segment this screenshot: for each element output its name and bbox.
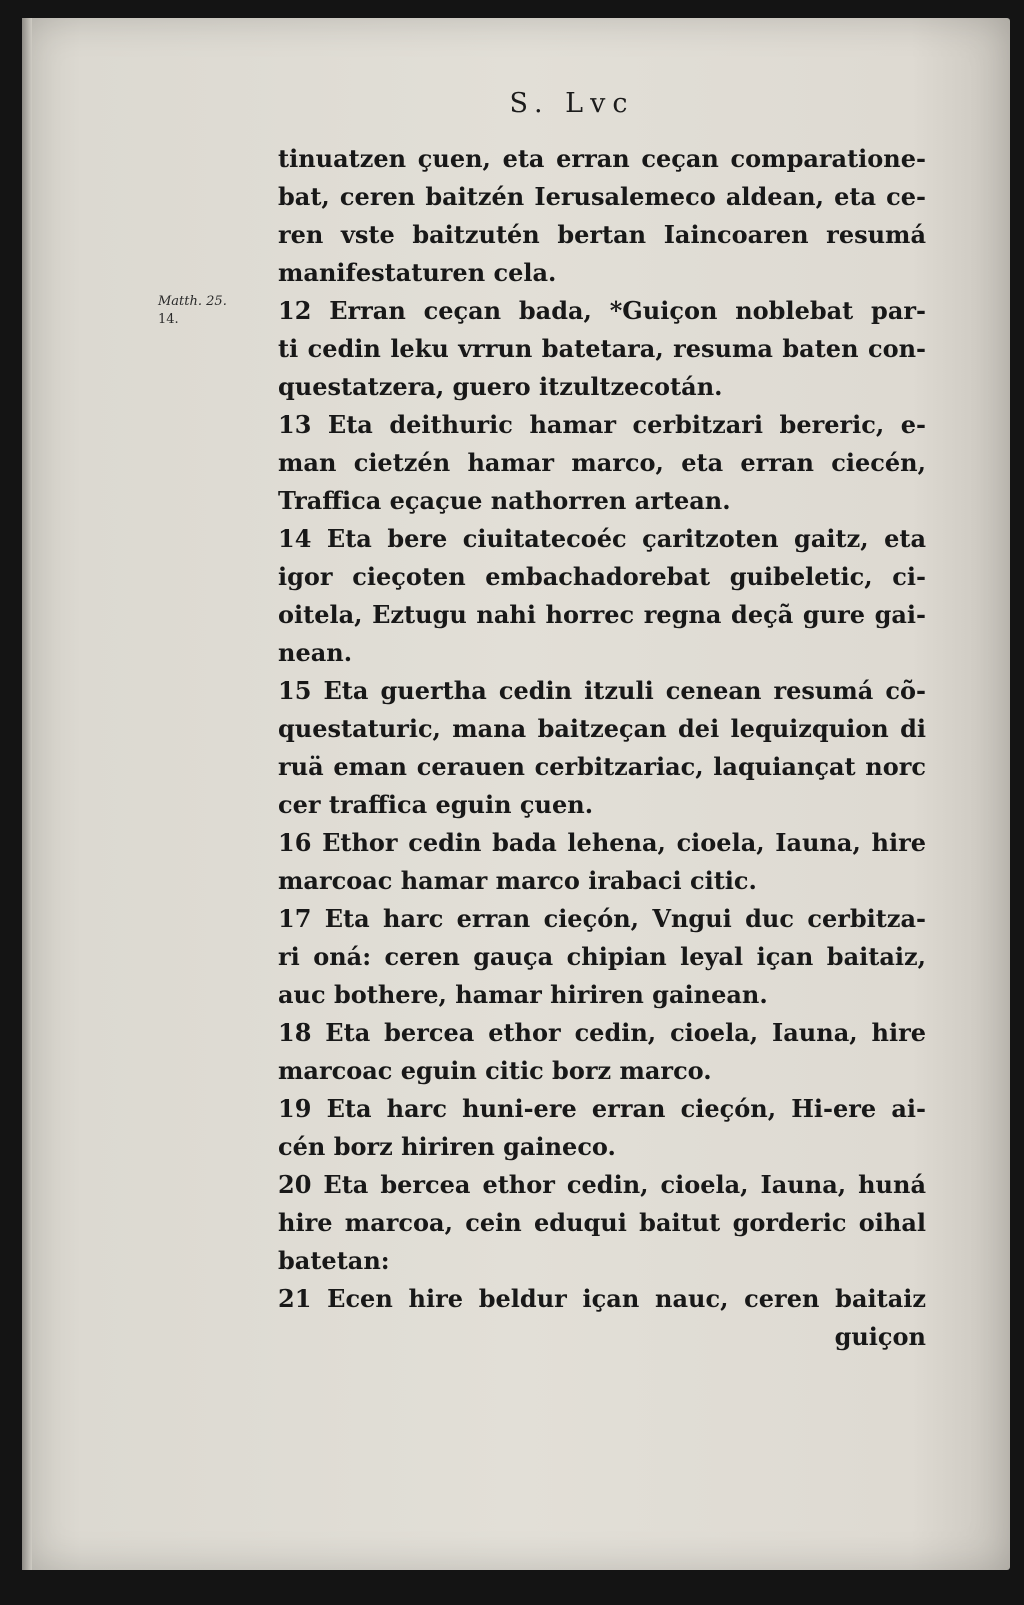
- margin-ref: Matth. 25.: [158, 294, 227, 309]
- text-line: questatzera, guero itzultzecotán.: [278, 372, 723, 401]
- text-line: igor cieçoten embachadorebat guibeletic, ci-: [278, 562, 926, 591]
- catchword: guiçon: [834, 1322, 926, 1351]
- running-header: S. Lvc: [509, 88, 635, 119]
- text-line: cén borz hiriren gaineco.: [278, 1132, 616, 1161]
- text-line: marcoac hamar marco irabaci citic.: [278, 866, 757, 895]
- text-line: tinuatzen çuen, eta erran ceçan comparatione-: [278, 144, 926, 173]
- text-line: 19 Eta harc huni-ere erran cieçón, Hi-ere ai-: [278, 1094, 926, 1123]
- text-line: manifestaturen cela.: [278, 258, 557, 287]
- text-line: bat, ceren baitzén Ierusalemeco aldean, eta ce-: [278, 182, 926, 211]
- text-line: Traffica eçaçue nathorren artean.: [278, 486, 731, 515]
- text-line: hire marcoa, cein eduqui baitut gorderic oihal: [278, 1208, 926, 1237]
- text-line: 15 Eta guertha cedin itzuli cenean resumá cõ-: [278, 676, 926, 705]
- text-line: nean.: [278, 638, 353, 667]
- text-line: questaturic, mana baitzeçan dei lequizquion di: [278, 714, 926, 743]
- text-line: 21 Ecen hire beldur içan nauc, ceren baitaiz: [278, 1284, 926, 1313]
- text-line: cer traffica eguin çuen.: [278, 790, 594, 819]
- body-text: [278, 140, 926, 1356]
- text-line: auc bothere, hamar hiriren gainean.: [278, 980, 768, 1009]
- margin-verse: 14.: [158, 312, 179, 327]
- text-line: oitela, Eztugu nahi horrec regna deçã gure gai-: [278, 600, 926, 629]
- text-line: ren vste baitzutén bertan Iaincoaren resumá: [278, 220, 926, 249]
- text-line: ti cedin leku vrrun batetara, resuma baten con-: [278, 334, 926, 363]
- text-line: 14 Eta bere ciuitatecoéc çaritzoten gaitz, eta: [278, 524, 926, 553]
- text-line: ri oná: ceren gauça chipian leyal içan baitaiz,: [278, 942, 926, 971]
- text-line: marcoac eguin citic borz marco.: [278, 1056, 712, 1085]
- text-line: 17 Eta harc erran cieçón, Vngui duc cerbitza-: [278, 904, 926, 933]
- text-line: man cietzén hamar marco, eta erran ciecén,: [278, 448, 926, 477]
- page-gutter: [22, 18, 32, 1570]
- text-line: 20 Eta bercea ethor cedin, cioela, Iauna, huná: [278, 1170, 926, 1199]
- text-line: ruä eman cerauen cerbitzariac, laquiançat norc: [278, 752, 926, 781]
- text-line: 18 Eta bercea ethor cedin, cioela, Iauna, hire: [278, 1018, 926, 1047]
- margin-cross-reference: [158, 293, 227, 329]
- text-line: batetan:: [278, 1246, 390, 1275]
- text-line: 13 Eta deithuric hamar cerbitzari bereric, e-: [278, 410, 926, 439]
- text-line: 16 Ethor cedin bada lehena, cioela, Iauna, hire: [278, 828, 926, 857]
- text-line: 12 Erran ceçan bada, *Guiçon noblebat par-: [278, 296, 926, 325]
